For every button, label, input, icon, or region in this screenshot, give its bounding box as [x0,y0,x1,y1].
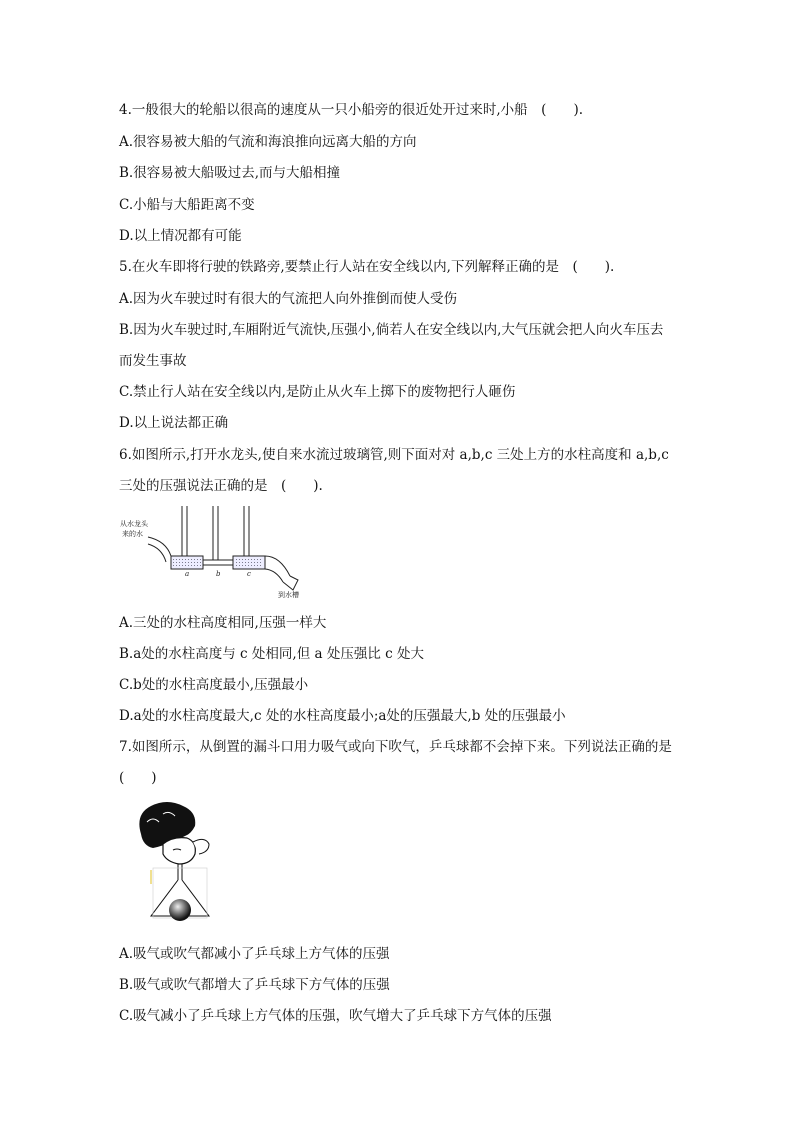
q5-option-d: D.以上说法都正确 [119,415,229,431]
q4-option-d: D.以上情况都有可能 [119,228,242,244]
q6-label-b: b [216,570,221,578]
q7-stem-line1: 7.如图所示，从倒置的漏斗口用力吸气或向下吹气，乒乓球都不会掉下来。下列说法正确的是 [119,739,672,755]
q5-option-b-continued: 而发生事故 [119,353,187,369]
q6-option-d: D.a处的水柱高度最大,c 处的水柱高度最小;a处的压强最大,b 处的压强最小 [119,708,566,724]
q4-option-a: A.很容易被大船的气流和海浪推向远离大船的方向 [119,134,417,150]
q7-option-a: A.吸气或吹气都减小了乒乓球上方气体的压强 [119,946,390,962]
q7-figure-funnel-ball [133,800,219,928]
q6-option-b: B.a处的水柱高度与 c 处相同,但 a 处压强比 c 处大 [119,646,424,662]
q6-source-label-2: 来的水 [122,530,143,538]
q7-stem-line2: ( ) [119,770,157,786]
q5-option-a: A.因为火车驶过时有很大的气流把人向外推倒而使人受伤 [119,291,458,307]
q5-stem: 5.在火车即将行驶的铁路旁,要禁止行人站在安全线以内,下列解释正确的是 ( ). [119,259,615,275]
q6-stem-line1: 6.如图所示,打开水龙头,使自来水流过玻璃管,则下面对对 a,b,c 三处上方的水柱高度和 a,b,c [119,447,669,463]
q6-sink-label: 到水槽 [278,591,299,599]
q4-option-c: C.小船与大船距离不变 [119,197,255,213]
q4-option-b: B.很容易被大船吸过去,而与大船相撞 [119,165,341,181]
q6-option-a: A.三处的水柱高度相同,压强一样大 [119,615,327,631]
q4-stem: 4.一般很大的轮船以很高的速度从一只小船旁的很近处开过来时,小船 ( ). [119,102,583,118]
q6-figure-glass-tube [118,504,310,600]
q6-label-a: a [185,570,190,578]
q5-option-b: B.因为火车驶过时,车厢附近气流快,压强小,倘若人在安全线以内,大气压就会把人向火车压去 [119,322,664,338]
q6-source-label-1: 从水龙头 [120,520,148,528]
q6-stem-line2: 三处的压强说法正确的是 ( ). [119,478,323,494]
q7-option-c: C.吸气减小了乒乓球上方气体的压强，吹气增大了乒乓球下方气体的压强 [119,1008,552,1024]
q5-option-c: C.禁止行人站在安全线以内,是防止从火车上掷下的废物把行人砸伤 [119,384,516,400]
q6-option-c: C.b处的水柱高度最小,压强最小 [119,677,309,693]
q6-label-c: c [247,570,251,578]
q7-option-b: B.吸气或吹气都增大了乒乓球下方气体的压强 [119,977,390,993]
